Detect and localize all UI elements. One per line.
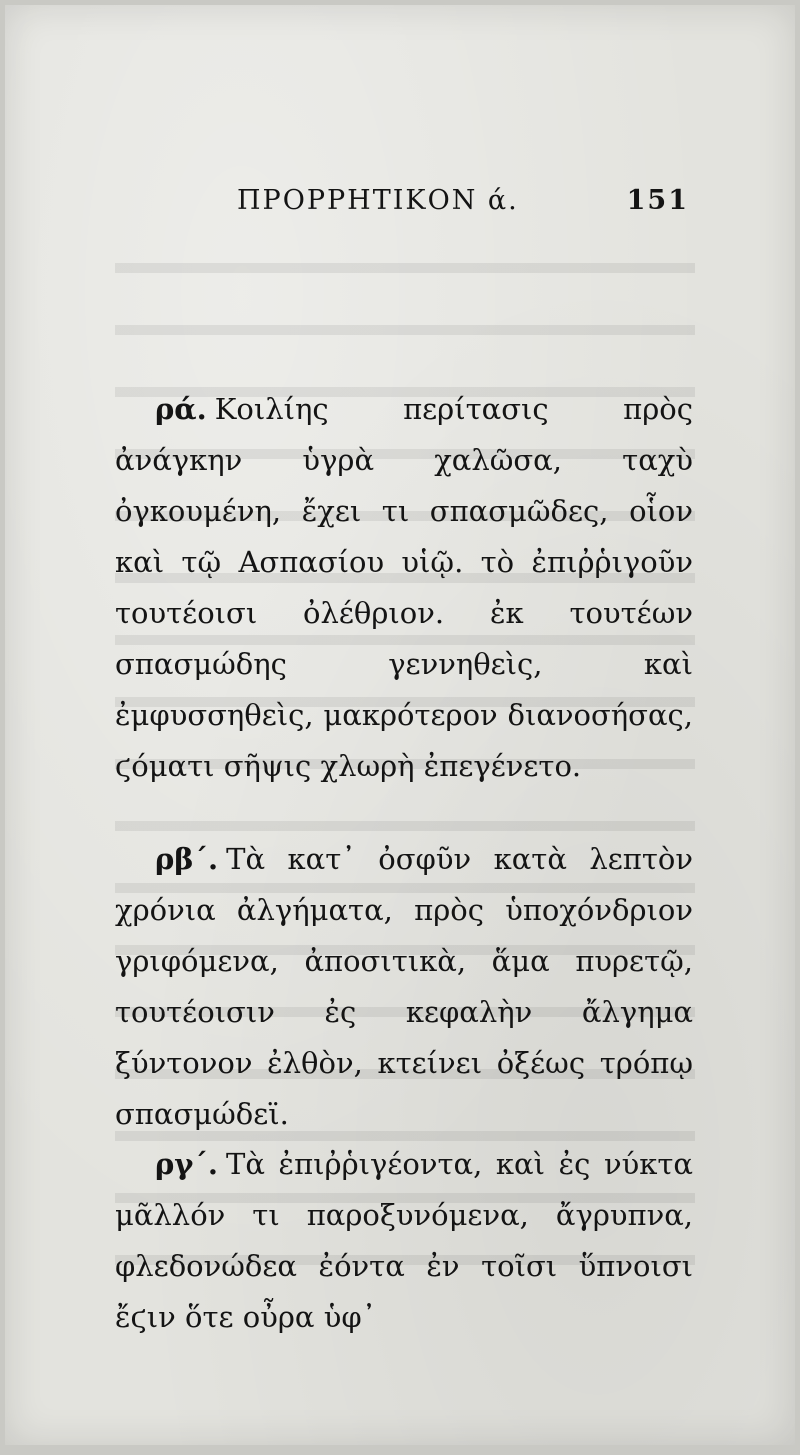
section-text: Τὰ ἐπιῤῥιγέοντα, καὶ ἐς νύκτα μᾶλλόν τι παροξυνόμενα, ἄγρυπνα, φλεδονώδεα ἐόντα ἐν τοῖσι ὕπνοισι ἔϛιν ὅτε οὖρα ὑφ᾿ xyxy=(115,1147,693,1334)
page-number: 151 xyxy=(626,185,689,216)
running-title: ΠΡΟΡΡΗΤΙΚΟΝ ά. xyxy=(237,185,519,216)
section-101 xyxy=(115,384,693,792)
section-103 xyxy=(115,1139,693,1343)
book-page xyxy=(5,5,795,1445)
section-text: Κοιλίης περίτασις πρὸς ἀνάγκην ὑγρὰ χαλῶσα, ταχὺ ὀγκουμένη, ἔχει τι σπασμῶδες, οἷον καὶ τῷ Ασπασίου υἱῷ. τὸ ἐπιῤῥιγοῦν τουτέοισι ὀλέθριον. ἐκ τουτέων σπασμώδης γεννηθεὶς, καὶ ἐμφυσσηθεὶς, μακρότερον διανοσήσας, ϛόματι σῆψις χλωρὴ ἐπεγένετο. xyxy=(115,392,693,783)
section-number: ρά. xyxy=(155,392,207,426)
section-102 xyxy=(115,834,693,1140)
section-text: Τὰ κατ᾿ ὀσφῦν κατὰ λεπτὸν χρόνια ἀλγήματα, πρὸς ὑποχόνδριον γριφόμενα, ἀποσιτικὰ, ἅμα πυρετῷ, τουτέοισιν ἐς κεφαλὴν ἄλγημα ξύντονον ἐλθὸν, κτείνει ὀξέως τρόπῳ σπασμώδεϊ. xyxy=(115,842,693,1131)
section-number: ργ΄. xyxy=(155,1147,219,1181)
section-number: ρβ΄. xyxy=(155,842,219,876)
